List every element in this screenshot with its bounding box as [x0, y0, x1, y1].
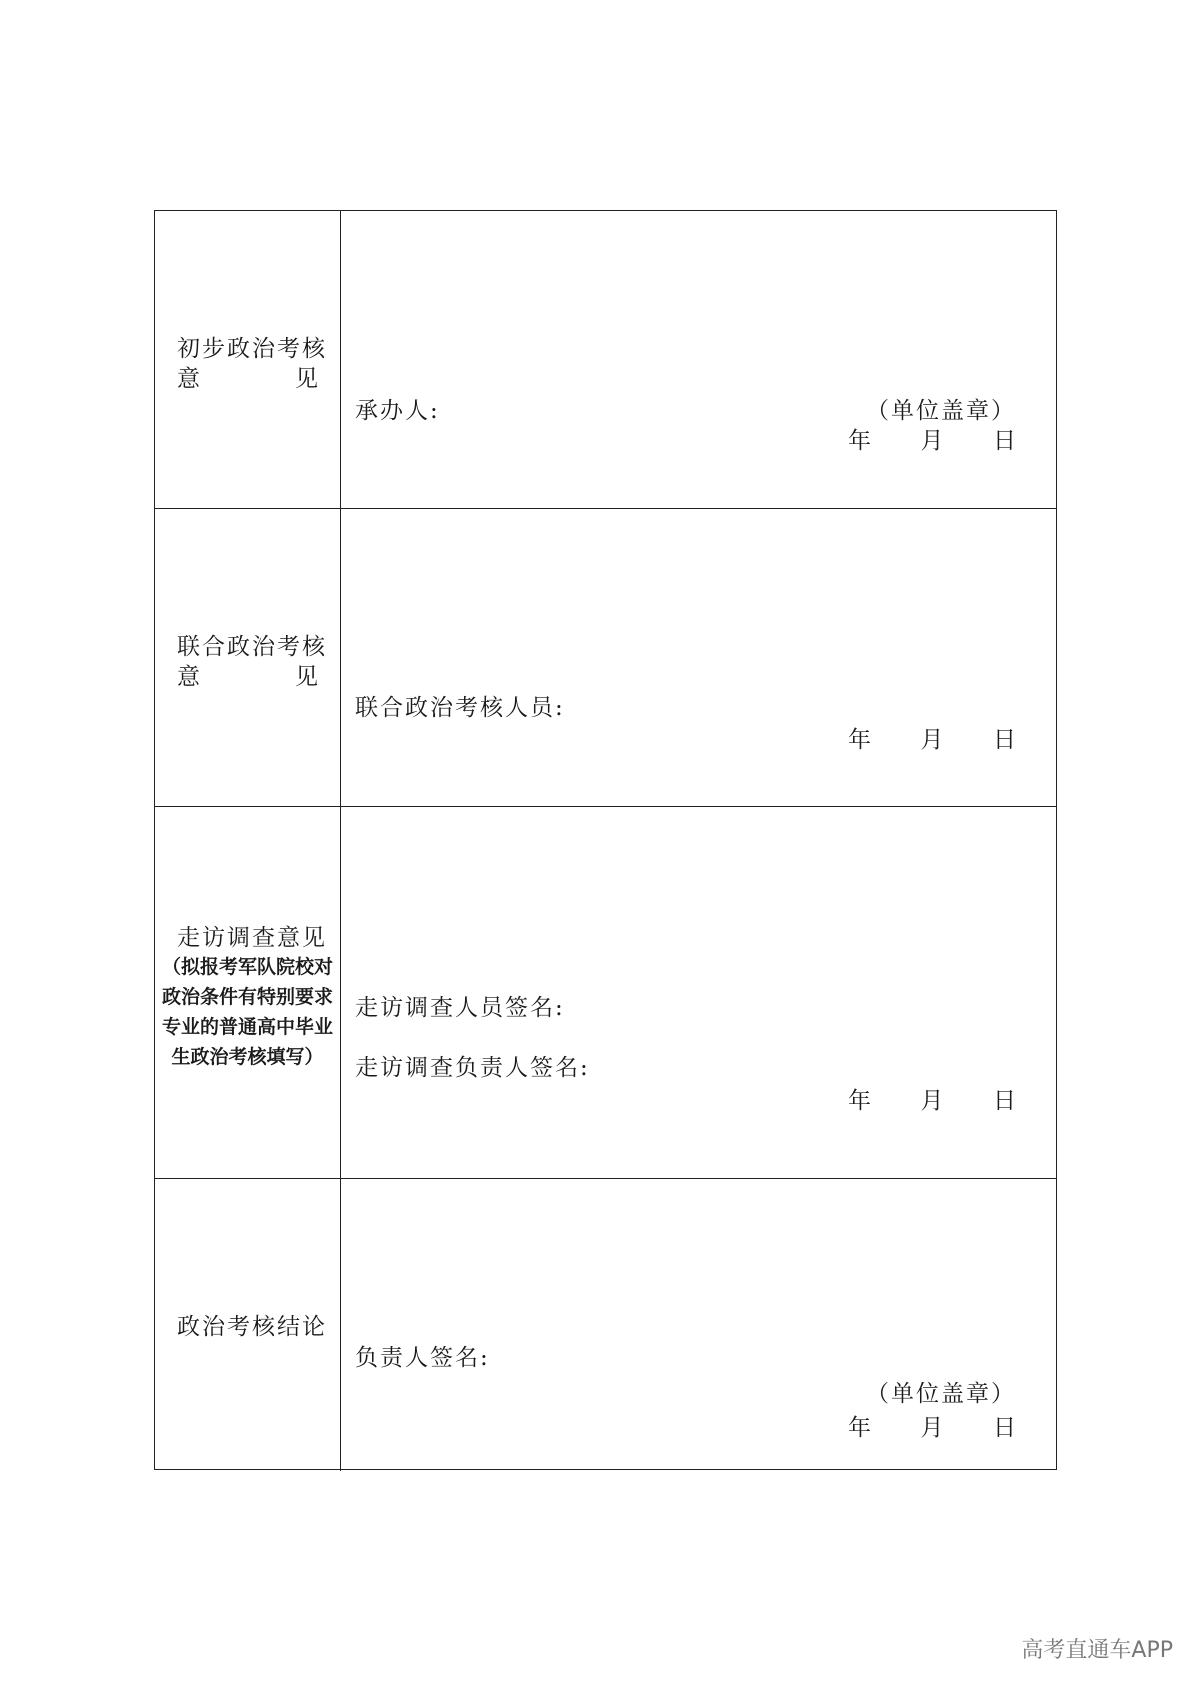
row-label-spread: [177, 658, 318, 691]
unit-seal-text: （单位盖章）: [866, 398, 1016, 424]
row-label: 走访调查意见: [177, 925, 327, 951]
date-line: [848, 1409, 1016, 1442]
label-cell: [155, 211, 341, 508]
content-cell[interactable]: [341, 211, 1056, 508]
note-line: （拟报考军队院校对: [161, 956, 333, 978]
date-year: 年: [848, 1088, 871, 1114]
row-label-spread: [177, 360, 318, 393]
date-day: 日: [993, 428, 1016, 454]
date-month: 月: [920, 1415, 944, 1441]
note-line: 专业的普通高中毕业: [161, 1016, 333, 1038]
handler-label: 承办人:: [355, 398, 440, 424]
label-char: 见: [295, 366, 318, 392]
visit-head-signature-label: 走访调查负责人签名:: [355, 1055, 590, 1081]
date-day: 日: [993, 1415, 1016, 1441]
date-month: 月: [920, 428, 944, 454]
row-preliminary-review: [155, 211, 1056, 509]
label-char: 意: [177, 366, 200, 392]
date-day: 日: [993, 1088, 1016, 1114]
watermark-text: 高考直通车APP: [1021, 1638, 1173, 1663]
date-day: 日: [993, 727, 1016, 753]
date-line: [848, 422, 1016, 455]
unit-seal-text: （单位盖章）: [866, 1381, 1016, 1407]
date-year: 年: [848, 727, 871, 753]
row-label: 政治考核结论: [177, 1314, 327, 1340]
date-year: 年: [848, 428, 871, 454]
date-month: 月: [920, 727, 944, 753]
date-year: 年: [848, 1415, 871, 1441]
row-label: 初步政治考核: [177, 336, 327, 362]
date-month: 月: [920, 1088, 944, 1114]
row-joint-review: [155, 509, 1056, 807]
note-line: 生政治考核填写）: [171, 1046, 324, 1068]
joint-reviewers-label: 联合政治考核人员:: [355, 695, 565, 721]
label-cell: [155, 807, 341, 1178]
row-label: 联合政治考核: [177, 634, 327, 660]
note-line: 政治条件有特别要求: [161, 986, 333, 1008]
content-cell[interactable]: [341, 1179, 1056, 1471]
label-char: 意: [177, 664, 200, 690]
date-line: [848, 1082, 1016, 1115]
label-char: 见: [295, 664, 318, 690]
political-review-form: [154, 210, 1057, 1470]
content-cell[interactable]: [341, 509, 1056, 806]
row-review-conclusion: [155, 1179, 1056, 1471]
head-signature-label: 负责人签名:: [355, 1345, 490, 1371]
content-cell[interactable]: [341, 807, 1056, 1178]
visit-staff-signature-label: 走访调查人员签名:: [355, 995, 565, 1021]
label-cell: [155, 509, 341, 806]
row-visit-survey: [155, 807, 1056, 1179]
date-line: [848, 721, 1016, 754]
label-cell: [155, 1179, 341, 1471]
